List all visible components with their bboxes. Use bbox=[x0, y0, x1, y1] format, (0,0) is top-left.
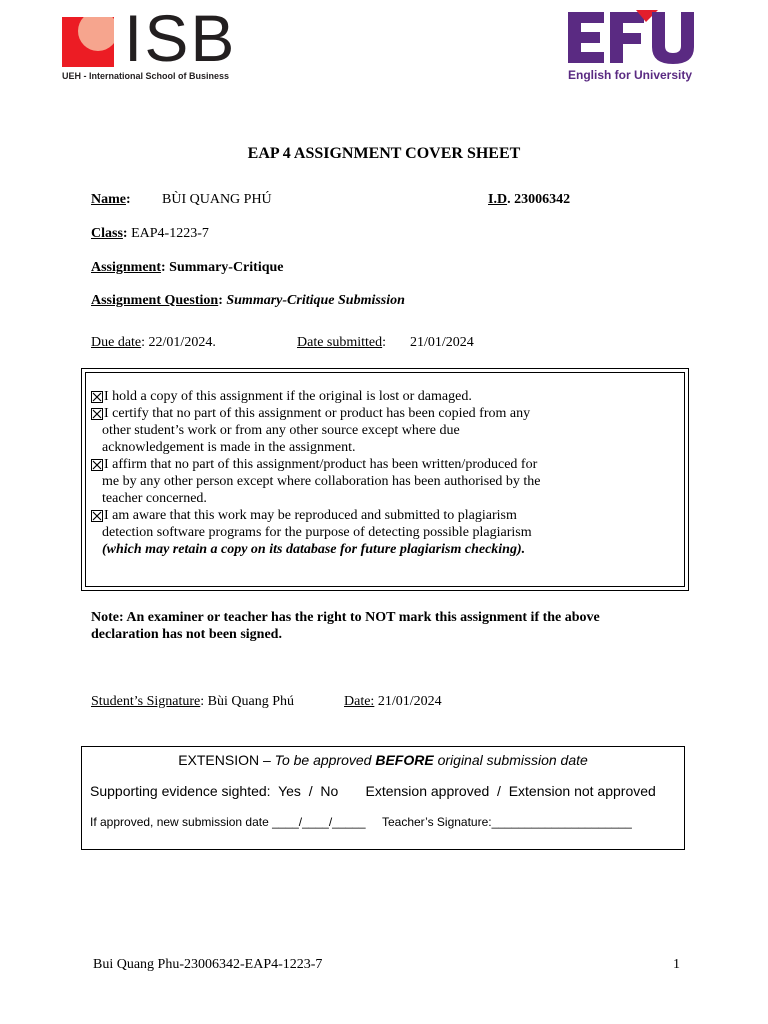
signature-date-row bbox=[344, 694, 442, 710]
name-value: BÙI QUANG PHÚ bbox=[162, 192, 272, 207]
isb-logo-text: ISB bbox=[124, 1, 237, 75]
declaration-text: I certify that no part of this assignment or product has been copied from any bbox=[104, 406, 531, 421]
signature-date-label: Date: bbox=[344, 694, 375, 709]
extension-evidence-row: Supporting evidence sighted: Yes / No Extension approved / Extension not approved bbox=[90, 783, 656, 799]
isb-logo bbox=[62, 1, 237, 84]
assignment-question-row bbox=[91, 293, 405, 309]
due-date-value: : 22/01/2024. bbox=[141, 335, 216, 350]
page-number: 1 bbox=[673, 957, 680, 972]
declaration-text: I am aware that this work may be reproduced and submitted to plagiarism bbox=[104, 508, 517, 523]
footer-text: Bui Quang Phu-23006342-EAP4-1223-7 bbox=[93, 957, 323, 972]
student-signature-row bbox=[91, 694, 294, 710]
extension-title-italic: To be approved bbox=[274, 752, 376, 768]
extension-title-bold: BEFORE bbox=[375, 752, 434, 768]
efu-tagline: English for University bbox=[568, 68, 693, 82]
extension-title bbox=[82, 752, 684, 768]
assignment-question-value: Summary-Critique Submission bbox=[226, 293, 405, 308]
due-date-label: Due date bbox=[91, 335, 142, 350]
declaration-list bbox=[91, 388, 611, 558]
declaration-text: I affirm that no part of this assignment/product has been written/produced for bbox=[104, 457, 538, 472]
note-line: Note: An examiner or teacher has the right to NOT mark this assignment if the above bbox=[91, 610, 600, 625]
extension-box bbox=[81, 746, 685, 850]
class-colon: : bbox=[122, 226, 128, 241]
class-value: EAP4-1223-7 bbox=[127, 226, 209, 241]
declaration-text: other student’s work or from any other source except where due bbox=[102, 423, 460, 438]
assignment-row bbox=[91, 260, 284, 276]
assignment-question-colon: : bbox=[218, 293, 227, 308]
isb-tagline: UEH - International School of Business bbox=[62, 71, 230, 81]
due-date-row bbox=[91, 335, 216, 351]
name-label: Name bbox=[91, 192, 126, 207]
checked-box-icon[interactable] bbox=[91, 391, 103, 403]
declaration-text: teacher concerned. bbox=[102, 491, 207, 506]
efu-logo-mark bbox=[566, 8, 700, 66]
declaration-item-affirm bbox=[91, 456, 611, 507]
student-signature-value: : Bùi Quang Phú bbox=[200, 694, 295, 709]
extension-title-suffix: original submission date bbox=[433, 752, 588, 768]
checked-box-icon[interactable] bbox=[91, 408, 103, 420]
checked-box-icon[interactable] bbox=[91, 459, 103, 471]
declaration-text: acknowledgement is made in the assignment. bbox=[102, 440, 356, 455]
date-submitted-colon: : bbox=[382, 335, 387, 350]
page-title: EAP 4 ASSIGNMENT COVER SHEET bbox=[247, 145, 521, 162]
id-value: . 23006342 bbox=[507, 192, 571, 207]
declaration-emphasis: (which may retain a copy on its database for future plagiarism checking). bbox=[102, 542, 526, 557]
date-submitted-value: 21/01/2024 bbox=[410, 335, 474, 350]
assignment-question-label: Assignment Question bbox=[91, 293, 219, 308]
isb-logo-mark bbox=[62, 17, 114, 67]
extension-title-prefix: EXTENSION – bbox=[178, 752, 275, 768]
date-submitted-row bbox=[297, 335, 386, 351]
declaration-item-certify bbox=[91, 405, 611, 456]
id-row bbox=[488, 192, 570, 208]
declaration-text: me by any other person except where collaboration has been authorised by the bbox=[102, 474, 541, 489]
extension-approval-row: If approved, new submission date ____/____/_____ Teacher’s Signature:_____________________ bbox=[90, 815, 632, 829]
class-row bbox=[91, 226, 209, 242]
name-colon: : bbox=[126, 192, 131, 207]
declaration-text: I hold a copy of this assignment if the original is lost or damaged. bbox=[104, 389, 472, 404]
class-label: Class bbox=[91, 226, 123, 241]
checked-box-icon[interactable] bbox=[91, 510, 103, 522]
student-signature-label: Student’s Signature bbox=[91, 694, 201, 709]
efu-logo bbox=[566, 8, 706, 86]
note bbox=[91, 609, 681, 643]
assignment-value: : Summary-Critique bbox=[161, 260, 284, 275]
note-line: declaration has not been signed. bbox=[91, 627, 282, 642]
date-submitted-label: Date submitted bbox=[297, 335, 383, 350]
declaration-item-plagiarism bbox=[91, 507, 611, 558]
declaration-item-copy bbox=[91, 388, 611, 405]
signature-date-value: 21/01/2024 bbox=[374, 694, 442, 709]
id-label: I.D bbox=[488, 192, 508, 207]
declaration-text: detection software programs for the purpose of detecting possible plagiarism bbox=[102, 525, 532, 540]
assignment-label: Assignment bbox=[91, 260, 162, 275]
name-row bbox=[91, 192, 131, 208]
